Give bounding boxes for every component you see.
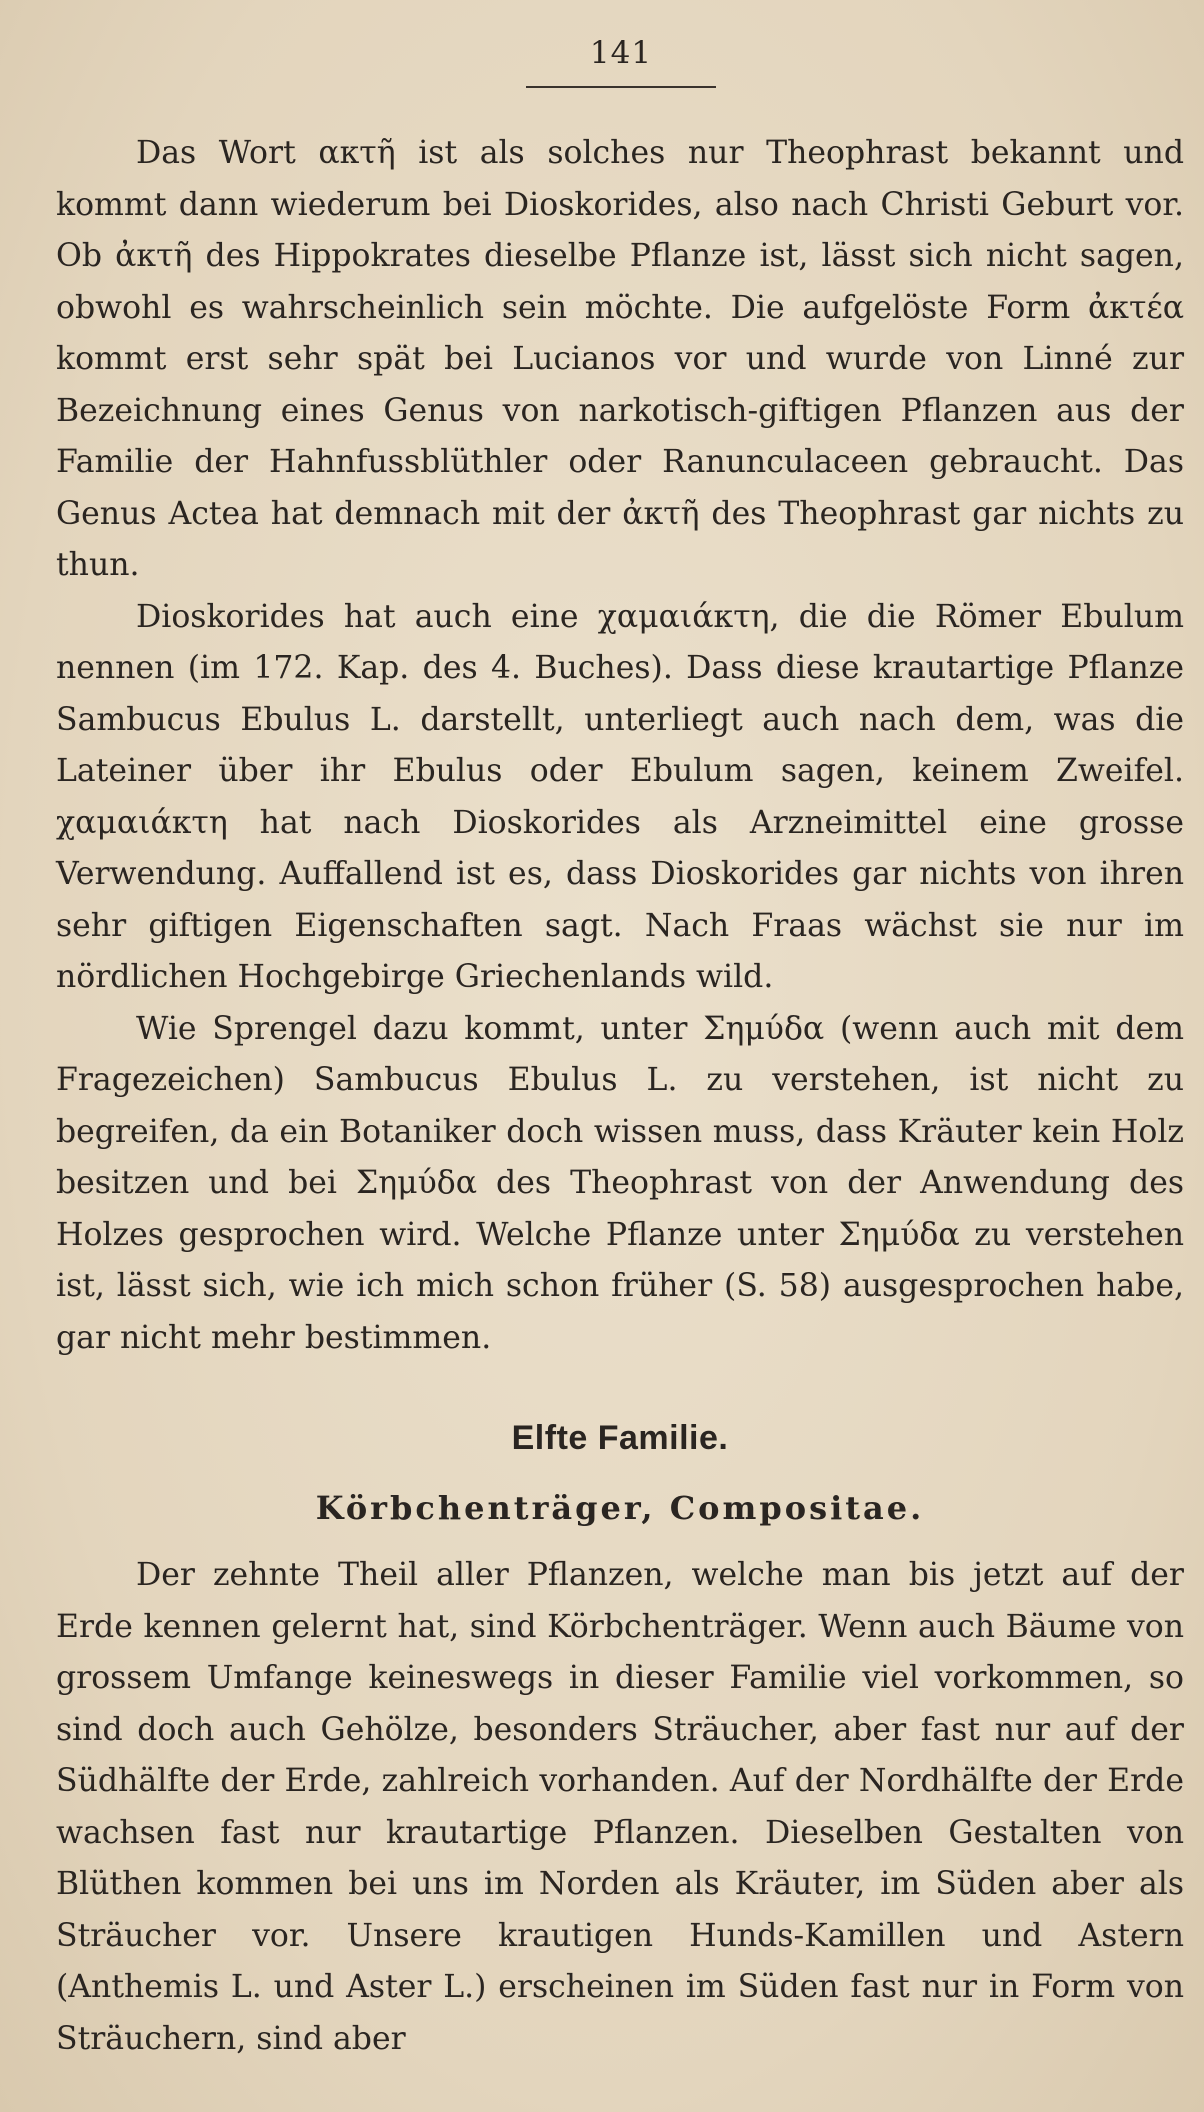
paragraph: Der zehnte Theil aller Pflanzen, welche man bis jetzt auf der Erde kennen gelernt hat, sind Körbchenträger. Wenn auch Bäume von grossem Umfange keineswegs in dieser Familie viel vorkommen, so sind doch auch Gehölze, besonders Sträucher, aber fast nur auf der Südhälfte der Erde, zahlreich vorhanden. Auf der Nordhälfte der Erde wachsen fast nur krautartige Pflanzen. Dieselben Gestalten von Blüthen kommen bei uns im Norden als Kräuter, im Süden aber als Sträucher vor. Unsere krautigen Hunds-Kamillen und Astern (Anthemis L. und Aster L.) erscheinen im Süden fast nur in Form von Sträuchern, sind aber <box>56 1557 1184 2057</box>
paragraph: Wie Sprengel dazu kommt, unter Σημύδα (wenn auch mit dem Fragezeichen) Sambucus Ebulus L. zu verstehen, ist nicht zu begreifen, da ein Botaniker doch wissen muss, dass Kräuter kein Holz besitzen und bei Σημύδα des Theophrast von der Anwendung des Holzes gesprochen wird. Welche Pflanze unter Σημύδα zu verstehen ist, lässt sich, wie ich mich schon früher (S. 58) ausgesprochen habe, gar nicht mehr bestimmen. <box>56 1010 1184 1356</box>
body-text-top <box>56 128 1184 1364</box>
section-title: Elfte Familie. <box>511 1419 729 1457</box>
paragraph: Das Wort ακτῆ ist als solches nur Theophrast bekannt und kommt dann wiederum bei Dioskorides, also nach Christi Geburt vor. Ob ἀκτῆ des Hippokrates dieselbe Pflanze ist, lässt sich nicht sagen, obwohl es wahrscheinlich sein möchte. Die aufgelöste Form ἀκτέα kommt erst sehr spät bei Lucianos vor und wurde von Linné zur Bezeichnung eines Genus von narkotisch-giftigen Pflanzen aus der Familie der Hahnfussblüthler oder Ranunculaceen gebraucht. Das Genus Actea hat demnach mit der ἀκτῆ des Theophrast gar nichts zu thun. <box>56 135 1184 583</box>
page-number-rule <box>526 86 716 88</box>
page-number: 141 <box>589 35 653 71</box>
body-text-bottom <box>56 1550 1184 2065</box>
paragraph: Dioskorides hat auch eine χαμαιάκτη, die die Römer Ebulum nennen (im 172. Kap. des 4. Buches). Dass diese krautartige Pflanze Sambucus Ebulus L. darstellt, unterliegt auch nach dem, was die Lateiner über ihr Ebulus oder Ebulum sagen, keinem Zweifel. χαμαιάκτη hat nach Dioskorides als Arzneimittel eine grosse Verwendung. Auffallend ist es, dass Dioskorides gar nichts von ihren sehr giftigen Eigenschaften sagt. Nach Fraas wächst sie nur im nördlichen Hochgebirge Griechenlands wild. <box>56 598 1184 995</box>
section-subtitle: Körbchenträger, Compositae. <box>315 1489 925 1527</box>
